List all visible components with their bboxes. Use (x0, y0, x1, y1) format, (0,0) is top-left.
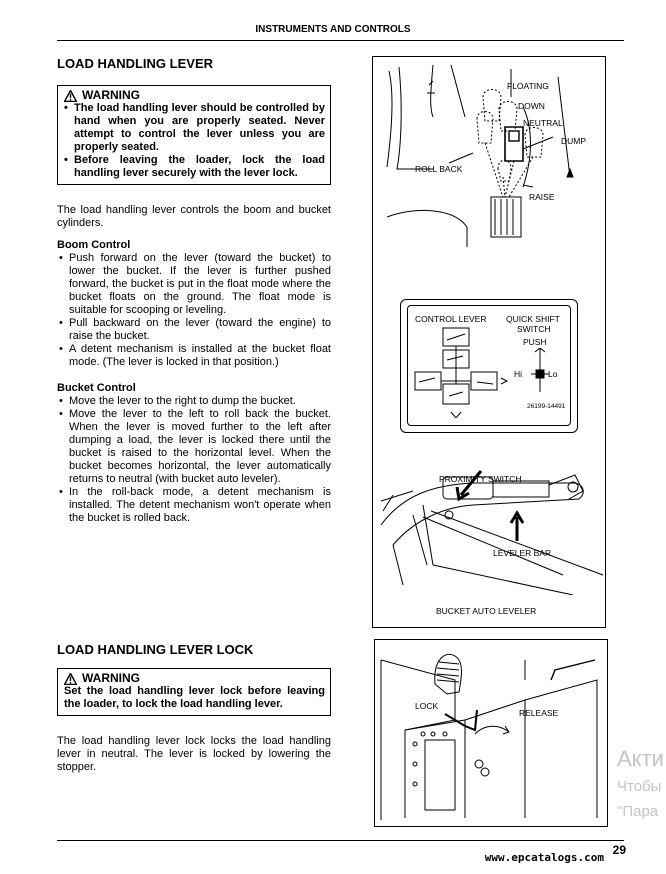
decal-part-number: 26199-14491 (527, 403, 566, 410)
list-item: • A detent mechanism is installed at the bucket float mode. (The lever is locked in that position.) (57, 343, 331, 369)
warning-title: WARNING (82, 671, 140, 685)
source-url: www.epcatalogs.com (484, 851, 604, 864)
figure-lever-lock (374, 639, 608, 827)
activation-watermark-line2: Чтобы (617, 778, 662, 795)
section-title: LOAD HANDLING LEVER (57, 56, 213, 71)
activation-watermark-line3: "Пара (617, 803, 659, 820)
warning-item: • Before leaving the loader, lock the load handling lever securely with the lever lock. (64, 154, 325, 180)
bucket-control-heading: Bucket Control (57, 382, 136, 394)
control-decal (400, 299, 578, 433)
label-floating: FLOATING (507, 81, 549, 91)
warning-text: Set the load handling lever lock before leaving the loader, to lock the load handling lever. (64, 685, 325, 710)
warning-title: WARNING (82, 88, 140, 102)
bucket-control-list (57, 395, 331, 525)
control-pattern-icon (413, 326, 513, 418)
figure-load-handling-lever (372, 56, 606, 628)
section-lever-lock (57, 642, 331, 774)
label-release: RELEASE (519, 708, 559, 718)
warning-triangle-icon (64, 90, 77, 102)
boom-control-list (57, 252, 331, 369)
section-title: LOAD HANDLING LEVER LOCK (57, 642, 254, 657)
label-down: DOWN (518, 101, 545, 111)
label-roll-back: ROLL BACK (415, 164, 463, 174)
decal-quick-shift: QUICK SHIFT (506, 314, 560, 324)
header-rule (57, 40, 624, 41)
boom-control-heading: Boom Control (57, 239, 131, 251)
label-dump: DUMP (561, 136, 587, 146)
label-proximity-switch: PROXIMITY SWITCH (439, 474, 522, 484)
decal-hi: Hi (514, 369, 523, 379)
footer-rule (57, 840, 624, 841)
warning-list (64, 102, 325, 180)
activation-watermark-line1: Акти (617, 746, 664, 771)
lever-lock-illustration (375, 640, 607, 826)
lock-paragraph: The load handling lever lock locks the load handling lever in neutral. The lever is locked by lowering the stopper. (57, 735, 331, 773)
leveler-bar-arrow-icon (511, 513, 523, 541)
label-raise: RAISE (529, 192, 555, 202)
label-neutral: NEUTRAL (523, 118, 563, 128)
section-load-handling-lever (57, 56, 331, 525)
label-lock: LOCK (415, 701, 439, 711)
list-item: • Move the lever to the right to dump the bucket. (57, 395, 331, 408)
lever-illustration (373, 57, 605, 257)
decal-switch: SWITCH (517, 324, 551, 334)
list-item: • Move the lever to the left to roll back the bucket. When the lever is moved further to the left after dumping a load, the lever is locked there until the bucket is raised to the horizontal level. When the bucket becomes horizontal, the lever automatically returns to neutral (with bucket auto leveler). (57, 408, 331, 486)
warning-triangle-icon (64, 673, 77, 685)
decal-push: PUSH (523, 337, 547, 347)
list-item: • Push forward on the lever (toward the bucket) to lower the bucket. If the lever is further pushed forward, the bucket is put in the float mode where the bucket floats on the ground. The float mode is suitable for scooping or leveling. (57, 252, 331, 317)
warning-item: • The load handling lever should be controlled by hand when you are properly seated. Never attempt to control the lever unless you are properly seated. (64, 102, 325, 154)
label-leveler-bar: LEVELER BAR (493, 548, 552, 558)
page-number: 29 (612, 843, 626, 857)
figure-caption: BUCKET AUTO LEVELER (436, 606, 537, 616)
decal-lo: Lo (548, 369, 558, 379)
warning-heading (64, 672, 325, 685)
intro-paragraph: The load handling lever controls the boom and bucket cylinders. (57, 204, 331, 229)
warning-heading (64, 89, 325, 102)
list-item: • In the roll-back mode, a detent mechanism is installed. The detent mechanism won't operate when the bucket is rolled back. (57, 486, 331, 525)
running-header: INSTRUMENTS AND CONTROLS (255, 24, 411, 35)
warning-box (57, 85, 331, 185)
list-item: • Pull backward on the lever (toward the engine) to raise the bucket. (57, 317, 331, 343)
warning-box (57, 668, 331, 716)
quick-shift-switch-icon (525, 348, 558, 398)
bucket-leveler-illustration (373, 465, 605, 595)
decal-control-lever: CONTROL LEVER (415, 314, 487, 324)
